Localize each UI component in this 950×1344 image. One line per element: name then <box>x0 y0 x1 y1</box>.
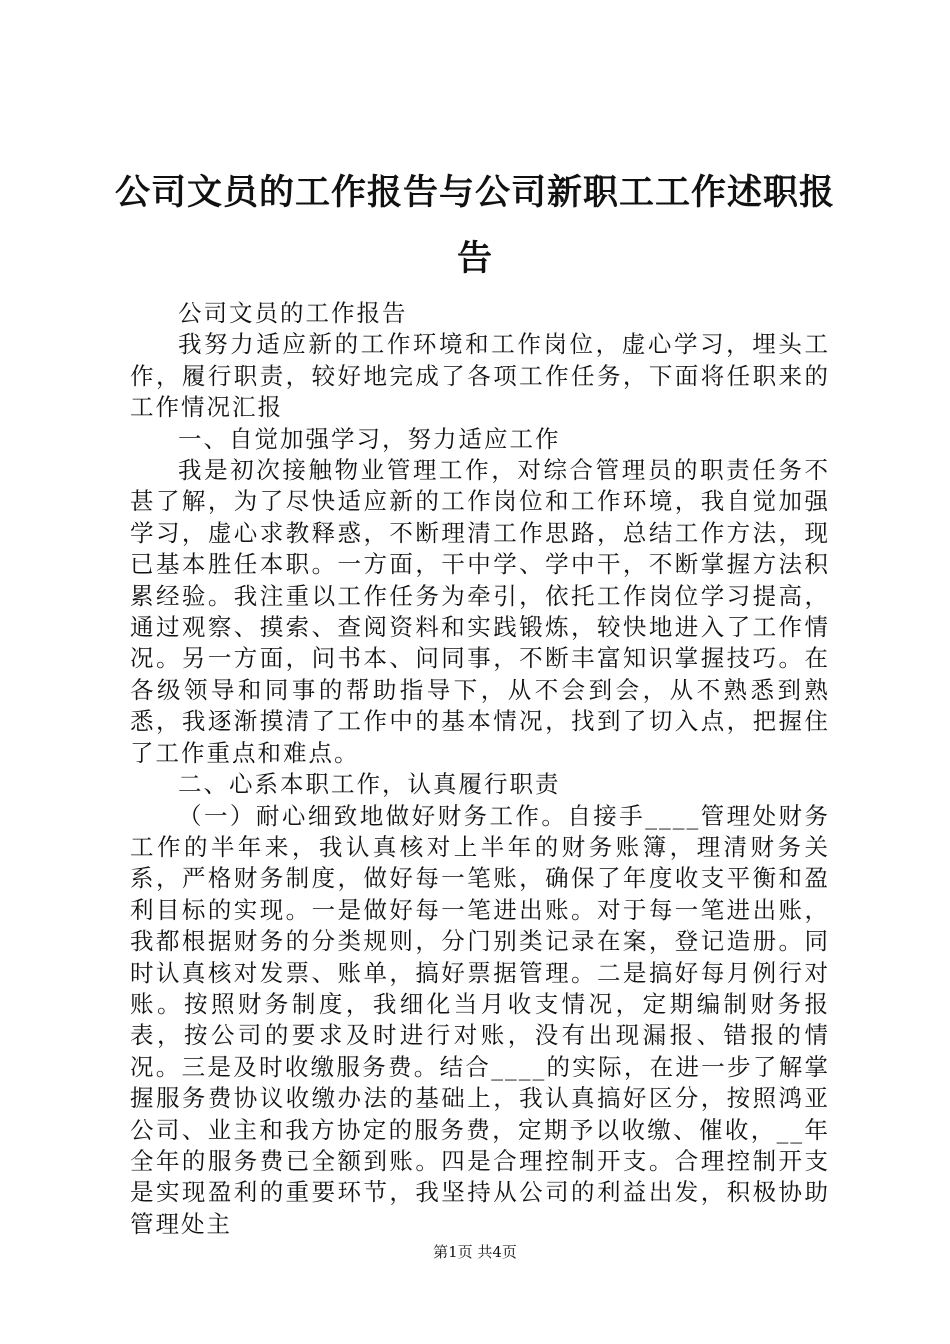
intro-paragraph: 我努力适应新的工作环境和工作岗位，虚心学习，埋头工作，履行职责，较好地完成了各项工作任务，下面将任职来的工作情况汇报 <box>130 330 830 422</box>
section-heading-2: 二、心系本职工作，认真履行职责 <box>178 770 561 799</box>
page-footer: 第1页 共4页 <box>433 1243 517 1261</box>
document-title: 公司文员的工作报告与公司新职工工作述职报告 <box>114 172 835 279</box>
section-2-paragraph: （一）耐心细致地做好财务工作。自接手____管理处财务工作的半年来，我认真核对上半年的财务账簿，理清财务关系，严格财务制度，做好每一笔账，确保了年度收支平衡和盈利目标的实现。一是做好每一笔进出账。对于每一笔进出账，我都根据财务的分类规则，分门别类记录在案，登记造册。同时认真核对发票、账单，搞好票据管理。二是搞好每月例行对账。按照财务制度，我细化当月收支情况，定期编制财务报表，按公司的要求及时进行对账，没有出现漏报、错报的情况。三是及时收缴服务费。结合____的实际，在进一步了解掌握服务费协议收缴办法的基础上，我认真搞好区分，按照鸿亚公司、业主和我方协定的服务费，定期予以收缴、催收，__年全年的服务费已全额到账。四是合理控制开支。合理控制开支是实现盈利的重要环节，我坚持从公司的利益出发，积极协助管理处主 <box>130 801 830 1238</box>
section-1-paragraph: 我是初次接触物业管理工作，对综合管理员的职责任务不甚了解，为了尽快适应新的工作岗位和工作环境，我自觉加强学习，虚心求教释惑，不断理清工作思路，总结工作方法，现已基本胜任本职。一方面，干中学、学中干，不断掌握方法积累经验。我注重以工作任务为牵引，依托工作岗位学习提高，通过观察、摸索、查阅资料和实践锻炼，较快地进入了工作情况。另一方面，问书本、问同事，不断丰富知识掌握技巧。在各级领导和同事的帮助指导下，从不会到会，从不熟悉到熟悉，我逐渐摸清了工作中的基本情况，找到了切入点，把握住了工作重点和难点。 <box>130 456 830 767</box>
section-heading-1: 一、自觉加强学习，努力适应工作 <box>178 424 561 453</box>
document-body <box>130 298 830 1240</box>
subtitle-paragraph: 公司文员的工作报告 <box>178 299 408 327</box>
